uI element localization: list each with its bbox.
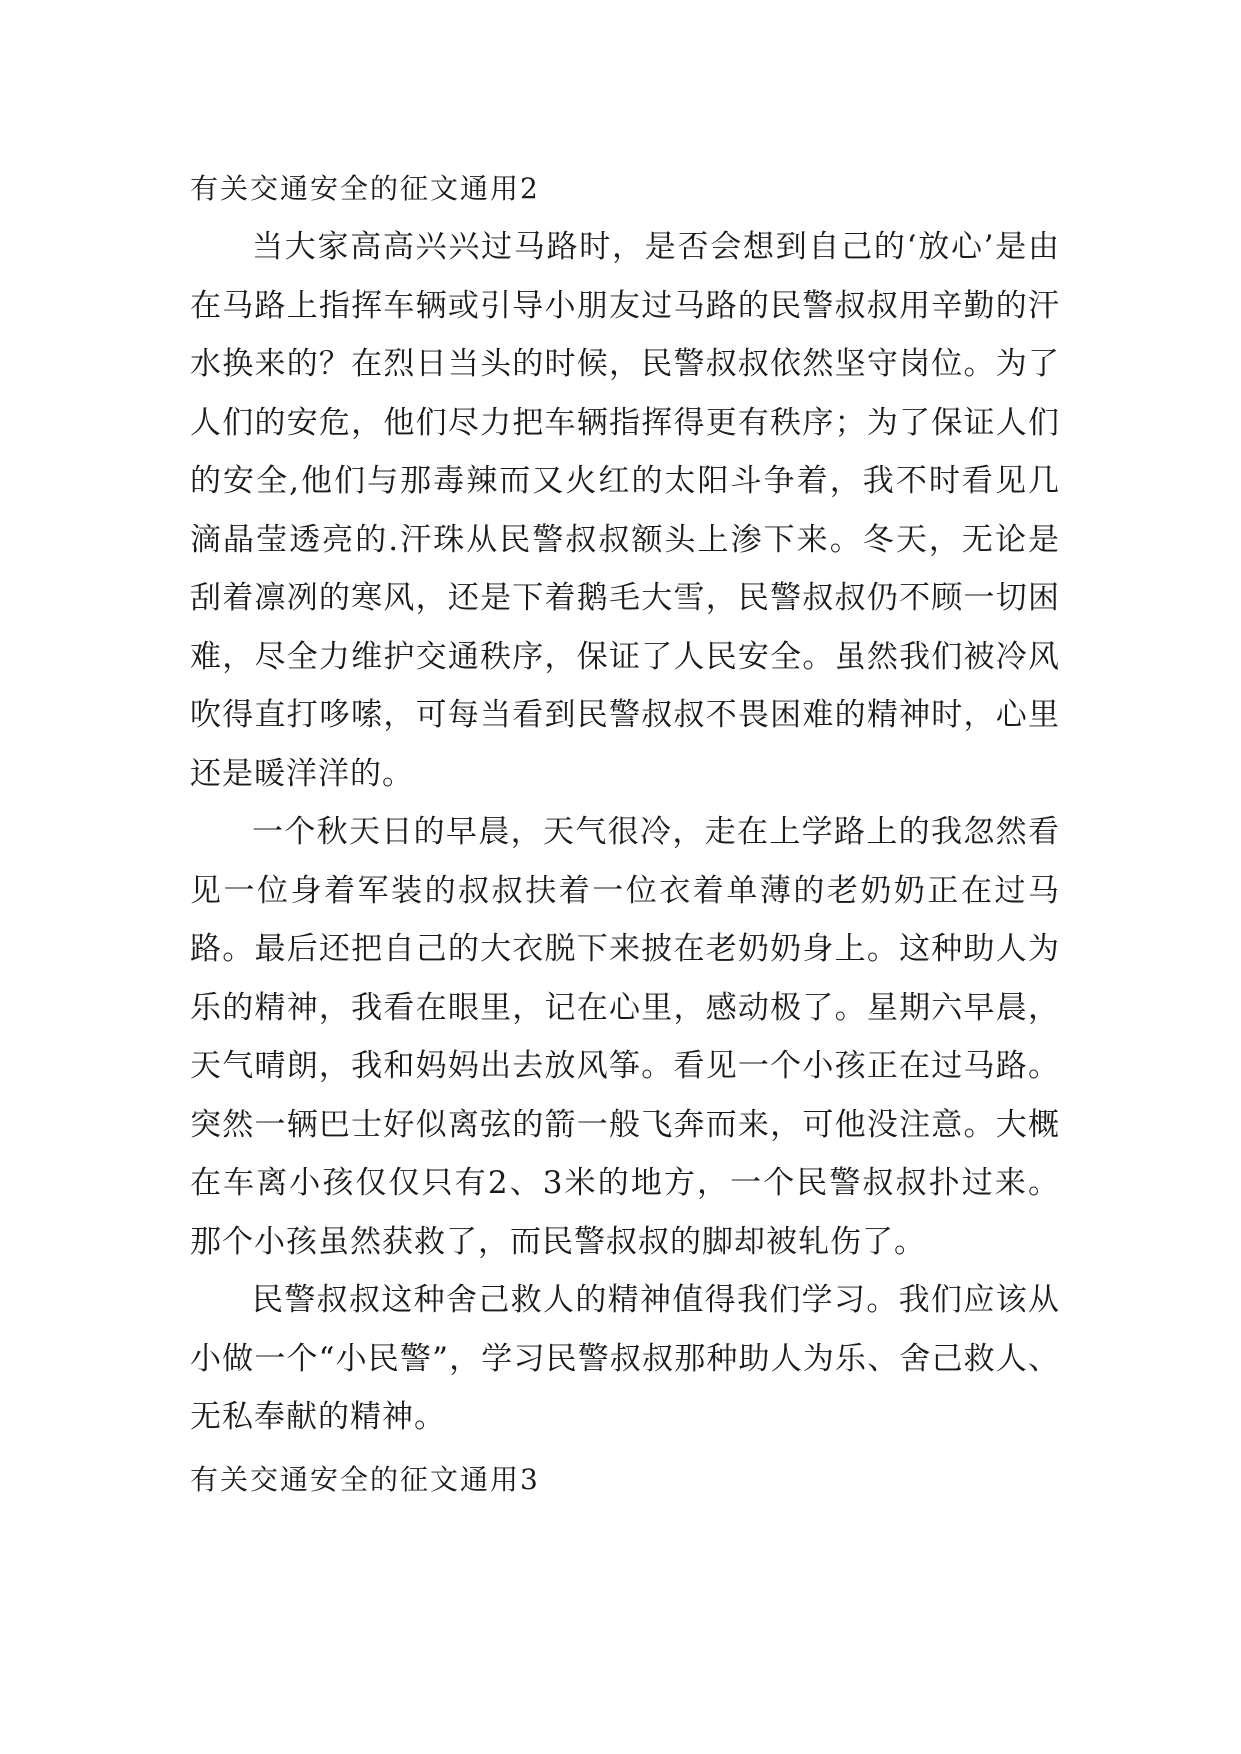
paragraph-2: 一个秋天日的早晨，天气很冷，走在上学路上的我忽然看见一位身着军装的叔叔扶着一位衣着单薄的老奶奶正在过马路。最后还把自己的大衣脱下来披在老奶奶身上。这种助人为乐的精神，我看在眼里，记在心里，感动极了。星期六早晨，天气晴朗，我和妈妈出去放风筝。看见一个小孩正在过马路。突然一辆巴士好似离弦的箭一般飞奔而来，可他没注意。大概在车离小孩仅仅只有2、3米的地方，一个民警叔叔扑过来。那个小孩虽然获救了，而民警叔叔的脚却被轧伤了。 (190, 814, 1060, 1260)
section-heading-2: 有关交通安全的征文通用2 (190, 172, 540, 205)
paragraph-3: 民警叔叔这种舍己救人的精神值得我们学习。我们应该从小做一个“小民警”，学习民警叔叔那种助人为乐、舍己救人、无私奉献的精神。 (190, 1282, 1060, 1435)
section-heading-3: 有关交通安全的征文通用3 (190, 1462, 540, 1496)
paragraph-1: 当大家高高兴兴过马路时，是否会想到自己的‘放心’是由在马路上指挥车辆或引导小朋友过马路的民警叔叔用辛勤的汗水换来的？在烈日当头的时候，民警叔叔依然坚守岗位。为了人们的安危，他们尽力把车辆指挥得更有秩序；为了保证人们的安全,他们与那毒辣而又火红的太阳斗争着，我不时看见几滴晶莹透亮的.汗珠从民警叔叔额头上渗下来。冬天，无论是刮着凛冽的寒风，还是下着鹅毛大雪，民警叔叔仍不顾一切困难，尽全力维护交通秩序，保证了人民安全。虽然我们被冷风吹得直打哆嗦，可每当看到民警叔叔不畏困难的精神时，心里还是暖洋洋的。 (190, 229, 1060, 792)
document-body (190, 160, 1060, 1509)
